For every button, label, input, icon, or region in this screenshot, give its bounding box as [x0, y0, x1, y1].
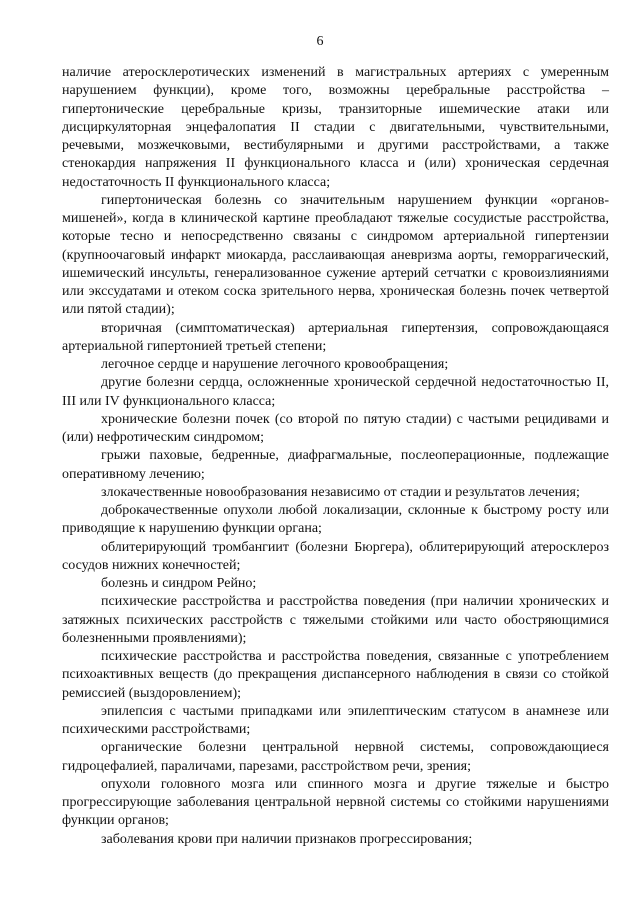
paragraph: органические болезни центральной нервной системы, сопровождающиеся гидроцефалией, параличами, парезами, расстройством речи, зрения; — [62, 740, 609, 774]
paragraph: доброкачественные опухоли любой локализации, склонные к быстрому росту или приводящие к нарушению функции органа; — [62, 503, 609, 537]
paragraph: другие болезни сердца, осложненные хронической сердечной недостаточностью II, III или IV функционального класса; — [62, 375, 609, 409]
paragraph: грыжи паховые, бедренные, диафрагмальные, послеоперационные, подлежащие оперативному лечению; — [62, 448, 609, 482]
paragraph: психические расстройства и расстройства поведения, связанные с употреблением психоактивных веществ (до прекращения диспансерного наблюдения в связи со стойкой ремиссией (выздоровлением); — [62, 649, 609, 701]
paragraph: злокачественные новообразования независимо от стадии и результатов лечения; — [101, 484, 580, 500]
paragraph: легочное сердце и нарушение легочного кровообращения; — [101, 357, 449, 372]
paragraph: опухоли головного мозга или спинного мозга и другие тяжелые и быстро прогрессирующие заболевания центральной нервной системы со стойкими нарушениями функции органов; — [62, 776, 609, 829]
paragraph: болезнь и синдром Рейно; — [101, 576, 257, 591]
paragraph: вторичная (симптоматическая) артериальная гипертензия, сопровождающаяся артериальной гипертонией третьей степени; — [62, 320, 609, 354]
paragraph: эпилепсия с частыми припадками или эпилептическим статусом в анамнезе или психическими расстройствами; — [62, 703, 609, 737]
paragraph: психические расстройства и расстройства поведения (при наличии хронических и затяжных психических расстройств с тяжелыми стойкими или часто обостряющимися болезненными проявлениями); — [62, 594, 609, 646]
paragraph: облитерирующий тромбангиит (болезни Бюргера), облитерирующий атеросклероз сосудов нижних конечностей; — [62, 539, 609, 573]
paragraph: заболевания крови при наличии признаков прогрессирования; — [101, 831, 473, 847]
paragraph: гипертоническая болезнь со значительным нарушением функции «органов-мишеней», когда в клинической картине преобладают тяжелые сосудистые расстройства, которые тесно и непосредственно связаны с синдромом артериальной гипертензии (крупноочаговый инфаркт миокарда, расслаивающая аневризма аорты, геморрагический, ишемический инсульты, генерализованное сужение артерий сетчатки с кровоизлияниями или экссудатами и отеком соска зрительного нерва, хроническая болезнь почек четвертой или пятой стадии); — [62, 192, 609, 318]
paragraph: хронические болезни почек (со второй по пятую стадии) с частыми рецидивами и (или) нефротическим синдромом; — [62, 411, 609, 445]
paragraph: наличие атеросклеротических изменений в магистральных артериях с умеренным нарушением функции), кроме того, возможны церебральные расстройства – гипертонические церебральные кризы, транзиторные ишемические атаки или дисциркуляторная энцефалопатия II стадии с двигательными, чувствительными, речевыми, мозжечковыми, вестибулярными и другими расстройствами, а также стенокардия напряжения II функционального класса и (или) хроническая сердечная недостаточность II функционального класса; — [62, 65, 609, 190]
page-number: 6 — [316, 34, 324, 49]
document-body — [62, 64, 609, 849]
